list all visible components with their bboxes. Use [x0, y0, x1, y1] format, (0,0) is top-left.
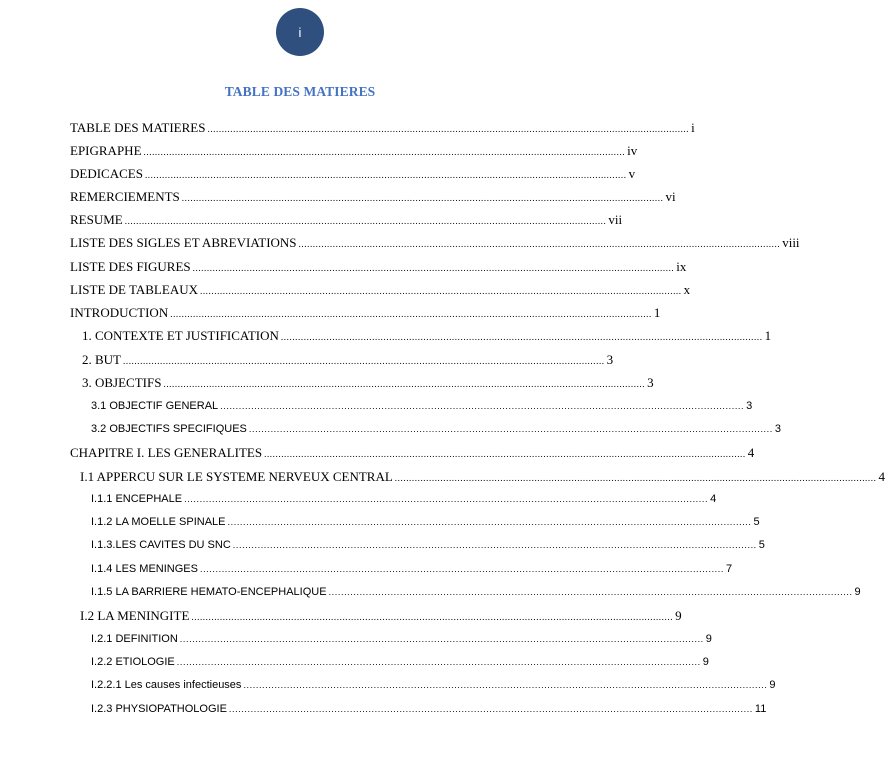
toc-entry[interactable]: I.1.4 LES MENINGES ......................................................................................................................................................................... 7 — [91, 563, 733, 575]
toc-entry[interactable]: I.1.3.LES CAVITES DU SNC ......................................................................................................................................................................... 5 — [91, 539, 765, 551]
toc-entry[interactable]: I.1 APPERCU SUR LE SYSTEME NERVEUX CENTRAL ......................................................................................................................................................................... 4 — [80, 469, 885, 484]
toc-entry[interactable]: LISTE DE TABLEAUX ......................................................................................................................................................................... x — [70, 282, 691, 297]
page-number: i — [298, 24, 302, 40]
page-number-badge — [276, 8, 324, 56]
toc-entry[interactable]: I.1.5 LA BARRIERE HEMATO-ENCEPHALIQUE ......................................................................................................................................................................... 9 — [91, 586, 861, 598]
toc-entry[interactable]: I.2.2 ETIOLOGIE ......................................................................................................................................................................... 9 — [91, 656, 709, 668]
toc-entry[interactable]: EPIGRAPHE ......................................................................................................................................................................... iv — [70, 143, 638, 158]
toc-entry[interactable]: I.2.3 PHYSIOPATHOLOGIE ......................................................................................................................................................................... 11 — [91, 703, 767, 715]
toc-entry[interactable]: RESUME ......................................................................................................................................................................... vii — [70, 212, 623, 227]
toc-entry[interactable]: LISTE DES SIGLES ET ABREVIATIONS ......................................................................................................................................................................... viii — [70, 235, 800, 250]
toc-entry[interactable]: DEDICACES ......................................................................................................................................................................... v — [70, 166, 636, 181]
toc-entry[interactable]: I.2 LA MENINGITE ......................................................................................................................................................................... 9 — [80, 608, 682, 623]
toc-entry[interactable]: REMERCIEMENTS ......................................................................................................................................................................... vi — [70, 189, 676, 204]
toc-entry[interactable]: 2. BUT ......................................................................................................................................................................... 3 — [82, 352, 614, 367]
toc-entry[interactable]: 3. OBJECTIFS ......................................................................................................................................................................... 3 — [82, 375, 654, 390]
toc-entry[interactable]: I.1.2 LA MOELLE SPINALE ......................................................................................................................................................................... 5 — [91, 516, 760, 528]
toc-entry[interactable]: 3.2 OBJECTIFS SPECIFIQUES ......................................................................................................................................................................... 3 — [91, 423, 781, 435]
toc-entry[interactable]: TABLE DES MATIERES ......................................................................................................................................................................... i — [70, 120, 695, 135]
toc-entry[interactable]: CHAPITRE I. LES GENERALITES ......................................................................................................................................................................... 4 — [70, 445, 755, 460]
toc-entry[interactable]: 1. CONTEXTE ET JUSTIFICATION ......................................................................................................................................................................... 1 — [82, 328, 772, 343]
toc-entry[interactable]: I.1.1 ENCEPHALE ......................................................................................................................................................................... 4 — [91, 493, 717, 505]
toc-entry[interactable]: 3.1 OBJECTIF GENERAL ......................................................................................................................................................................... 3 — [91, 400, 753, 412]
toc-entry[interactable]: LISTE DES FIGURES ......................................................................................................................................................................... ix — [70, 259, 687, 274]
toc-title: TABLE DES MATIERES — [224, 84, 376, 99]
toc-entry[interactable]: I.2.1 DEFINITION ......................................................................................................................................................................... 9 — [91, 633, 712, 645]
toc-entry[interactable]: INTRODUCTION ......................................................................................................................................................................... 1 — [70, 305, 661, 320]
toc-entry[interactable]: I.2.2.1 Les causes infectieuses ......................................................................................................................................................................... 9 — [91, 679, 776, 691]
